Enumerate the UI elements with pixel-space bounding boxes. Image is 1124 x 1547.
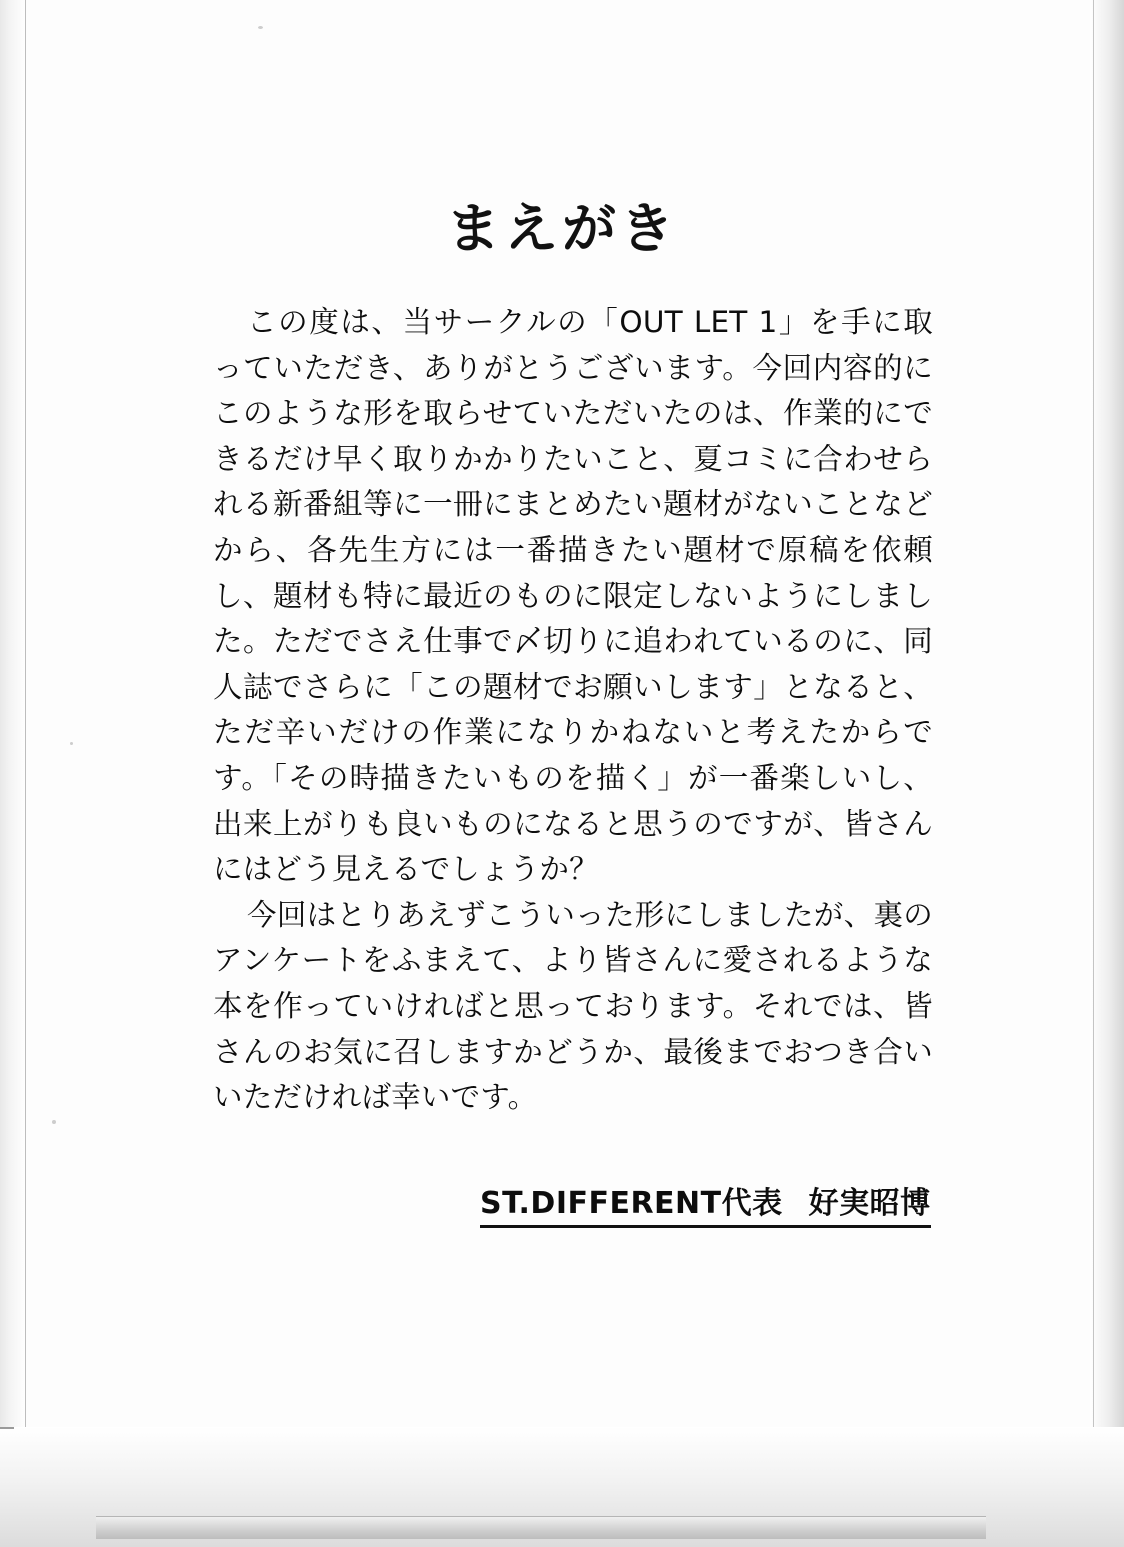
paragraph-1: この度は、当サークルの「OUT LET 1」を手に取っていただき、ありがとうございます。今回内容的にこのような形を取らせていただいたのは、作業的にできるだけ早く取りかかりたいこと、夏コミに合わせられる新番組等に一冊にまとめたい題材がないことなどから、各先生方には一番描きたい題材で原稿を依頼し、題材も特に最近のものに限定しないようにしました。ただでさえ仕事で〆切りに追われているのに、同人誌でさらに「この題材でお願いします」となると、ただ辛いだけの作業になりかねないと考えたからです。「その時描きたいものを描く」が一番楽しいし、出来上がりも良いものになると思うのですが、皆さんにはどう見えるでしょうか？: [213, 305, 933, 887]
signature-organization: ST.DIFFERENT代表: [480, 1186, 783, 1221]
page-title: まえがき: [446, 197, 678, 260]
signature-name: 好実昭博: [808, 1186, 931, 1221]
signature-line: [480, 1178, 931, 1228]
body-text: [213, 300, 933, 1121]
paragraph-2: 今回はとりあえずこういった形にしましたが、裏のアンケートをふまえて、より皆さんに愛されるような本を作っていければと思っております。それでは、皆さんのお気に召しますかどうか、最後までおつき合いいただければ幸いです。: [213, 897, 933, 1115]
